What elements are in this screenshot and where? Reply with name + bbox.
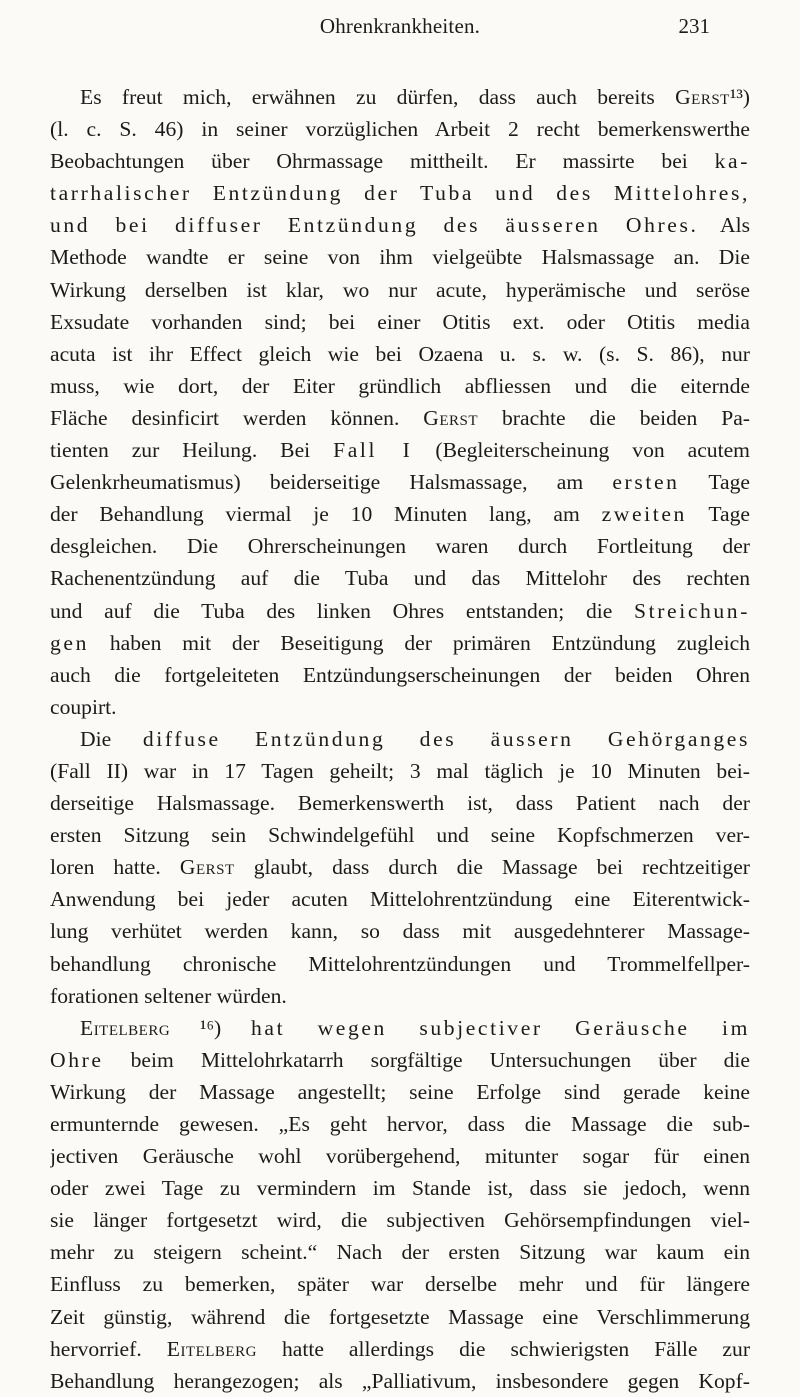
text-line — [50, 851, 750, 883]
text-segment: glaubt, dass durch die Massage bei rechtzeitiger — [234, 855, 750, 880]
text-segment: Wirkung derselben ist klar, wo nur acute, hyperämische und seröse — [50, 277, 750, 302]
text-segment: ermunternde gewesen. „Es geht hervor, dass die Massage die sub- — [50, 1112, 750, 1136]
emphasis-text: hat wegen subjectiver Geräusche im — [251, 1015, 750, 1040]
text-segment: behandlung chronische Mittelohrentzündungen und Trommelfellper- — [50, 951, 750, 976]
text-segment: forationen seltener würden. — [50, 983, 287, 1008]
text-line — [50, 1268, 750, 1300]
text-segment: Fläche desinficirt werden können. — [50, 405, 424, 430]
text-line — [50, 1172, 750, 1204]
text-segment: jectiven Geräusche wohl vorübergehend, mitunter sogar für einen — [50, 1144, 750, 1169]
text-line — [50, 595, 750, 627]
text-line — [50, 755, 750, 787]
text-line — [50, 241, 750, 273]
author-name: Gerst — [423, 405, 479, 430]
text-segment: loren hatte. — [50, 855, 180, 880]
text-line — [50, 530, 750, 562]
page-header — [0, 6, 800, 46]
text-line — [50, 1333, 750, 1365]
text-segment: mehr zu steigern scheint.“ Nach der ersten Sitzung war kaum ein — [50, 1240, 750, 1265]
text-segment: oder zwei Tage zu vermindern im Stande ist, dass sie jedoch, wenn — [50, 1176, 750, 1201]
text-segment: Als — [698, 213, 750, 238]
text-line — [50, 691, 750, 723]
text-line — [50, 466, 750, 498]
emphasis-text: tarrhalischer Entzündung der Tuba und des Mittelohres, — [50, 181, 750, 206]
emphasis-text: Streichun- — [634, 598, 750, 623]
text-line — [50, 1012, 750, 1044]
text-line — [50, 627, 750, 659]
text-segment: Tage — [679, 470, 750, 495]
text-segment: desgleichen. Die Ohrerscheinungen waren durch Fortleitung der — [50, 534, 750, 559]
emphasis-text: und bei diffuser Entzündung des äusseren Ohres. — [50, 213, 699, 238]
text-segment: (Fall II) war in 17 Tagen geheilt; 3 mal täglich je 10 Minuten bei- — [50, 758, 750, 783]
text-segment: ¹³) — [729, 85, 750, 109]
text-segment: ¹⁶) — [170, 1015, 251, 1040]
text-line — [50, 370, 750, 402]
text-segment: sie länger fortgesetzt wird, die subjectiven Gehörsempfindungen viel- — [50, 1208, 750, 1233]
text-line — [50, 274, 750, 306]
text-segment: ersten Sitzung sein Schwindelgefühl und seine Kopfschmerzen ver- — [50, 823, 750, 848]
page-number: 231 — [678, 14, 710, 38]
text-line — [50, 883, 750, 915]
running-title: Ohrenkrankheiten. — [319, 14, 481, 38]
emphasis-text: Fall I — [333, 438, 413, 463]
text-line — [50, 562, 750, 594]
author-name: Eitelberg — [166, 1336, 257, 1361]
text-line — [50, 1108, 750, 1140]
text-line — [50, 1140, 750, 1172]
text-line — [50, 402, 750, 434]
text-segment: auch die fortgeleiteten Entzündungserscheinungen der beiden Ohren — [50, 662, 750, 687]
text-segment: beim Mittelohrkatarrh sorgfältige Untersuchungen über die — [103, 1047, 750, 1072]
text-segment: Die — [80, 726, 143, 751]
text-segment: derseitige Halsmassage. Bemerkenswerth ist, dass Patient nach der — [50, 791, 750, 816]
text-segment: brachte die beiden Pa- — [478, 405, 750, 430]
text-line — [50, 1365, 750, 1397]
text-segment: Beobachtungen über Ohrmassage mittheilt. Er massirte bei — [50, 149, 715, 174]
text-line — [50, 145, 750, 177]
text-segment: muss, wie dort, der Eiter gründlich abfliessen und die eiternde — [50, 373, 750, 398]
text-line — [50, 1236, 750, 1268]
text-line — [50, 723, 750, 755]
text-line — [50, 1044, 750, 1076]
text-segment: Methode wandte er seine von ihm vielgeübte Halsmassage an. Die — [50, 245, 750, 270]
text-line — [50, 81, 750, 113]
text-line — [50, 113, 750, 145]
text-segment: Tage — [686, 502, 750, 527]
author-name: Gerst — [675, 85, 730, 109]
text-line — [50, 1204, 750, 1236]
text-line — [50, 819, 750, 851]
text-segment: Einfluss zu bemerken, später war derselbe mehr und für längere — [50, 1272, 750, 1297]
text-segment: hervorrief. — [50, 1336, 167, 1361]
text-segment: acuta ist ihr Effect gleich wie bei Ozaena u. s. w. (s. S. 86), nur — [50, 341, 750, 366]
text-line — [50, 948, 750, 980]
text-line — [50, 915, 750, 947]
text-line — [50, 434, 750, 466]
text-line — [50, 177, 750, 209]
author-name: Gerst — [179, 855, 235, 880]
text-line — [50, 498, 750, 530]
emphasis-text: ersten — [612, 470, 680, 495]
text-segment: haben mit der Beseitigung der primären Entzündung zugleich — [88, 630, 750, 655]
text-line — [50, 338, 750, 370]
text-segment: Rachenentzündung auf die Tuba und das Mittelohr des rechten — [50, 566, 750, 591]
text-segment: hatte allerdings die schwierigsten Fälle zur — [256, 1336, 750, 1361]
emphasis-text: ka- — [714, 149, 750, 174]
text-line — [50, 306, 750, 338]
text-segment: und auf die Tuba des linken Ohres entstanden; die — [50, 598, 635, 623]
text-line — [50, 980, 750, 1012]
body-text — [50, 81, 750, 1397]
text-segment: coupirt. — [50, 694, 117, 719]
text-segment: Exsudate vorhanden sind; bei einer Otitis ext. oder Otitis media — [50, 309, 750, 334]
text-segment: Gelenkrheumatismus) beiderseitige Halsmassage, am — [50, 470, 613, 495]
text-line — [50, 209, 750, 241]
text-line — [50, 1301, 750, 1333]
text-segment: lung verhütet werden kann, so dass mit ausgedehnterer Massage- — [50, 919, 750, 944]
text-segment: der Behandlung viermal je 10 Minuten lang, am — [50, 502, 602, 527]
text-line — [50, 659, 750, 691]
text-segment: (l. c. S. 46) in seiner vorzüglichen Arbeit 2 recht bemerkenswerthe — [50, 117, 750, 142]
text-segment: tienten zur Heilung. Bei — [50, 438, 334, 463]
text-segment: Wirkung der Massage angestellt; seine Erfolge sind gerade keine — [50, 1079, 750, 1104]
emphasis-text: Ohre — [50, 1047, 104, 1072]
text-segment: Es freut mich, erwähnen zu dürfen, dass auch bereits — [80, 85, 676, 109]
text-line — [50, 1076, 750, 1108]
text-segment: (Begleiterscheinung von acutem — [412, 438, 750, 463]
author-name: Eitelberg — [80, 1015, 171, 1040]
text-segment: Zeit günstig, während die fortgesetzte Massage eine Verschlimmerung — [50, 1304, 750, 1329]
text-segment: Anwendung bei jeder acuten Mittelohrentzündung eine Eiterentwick- — [50, 887, 750, 912]
text-segment: Behandlung herangezogen; als „Palliativum, insbesondere gegen Kopf- — [50, 1368, 750, 1393]
emphasis-text: diffuse Entzündung des äussern Gehörganges — [142, 726, 750, 751]
emphasis-text: gen — [50, 630, 89, 655]
text-line — [50, 787, 750, 819]
emphasis-text: zweiten — [601, 502, 687, 527]
